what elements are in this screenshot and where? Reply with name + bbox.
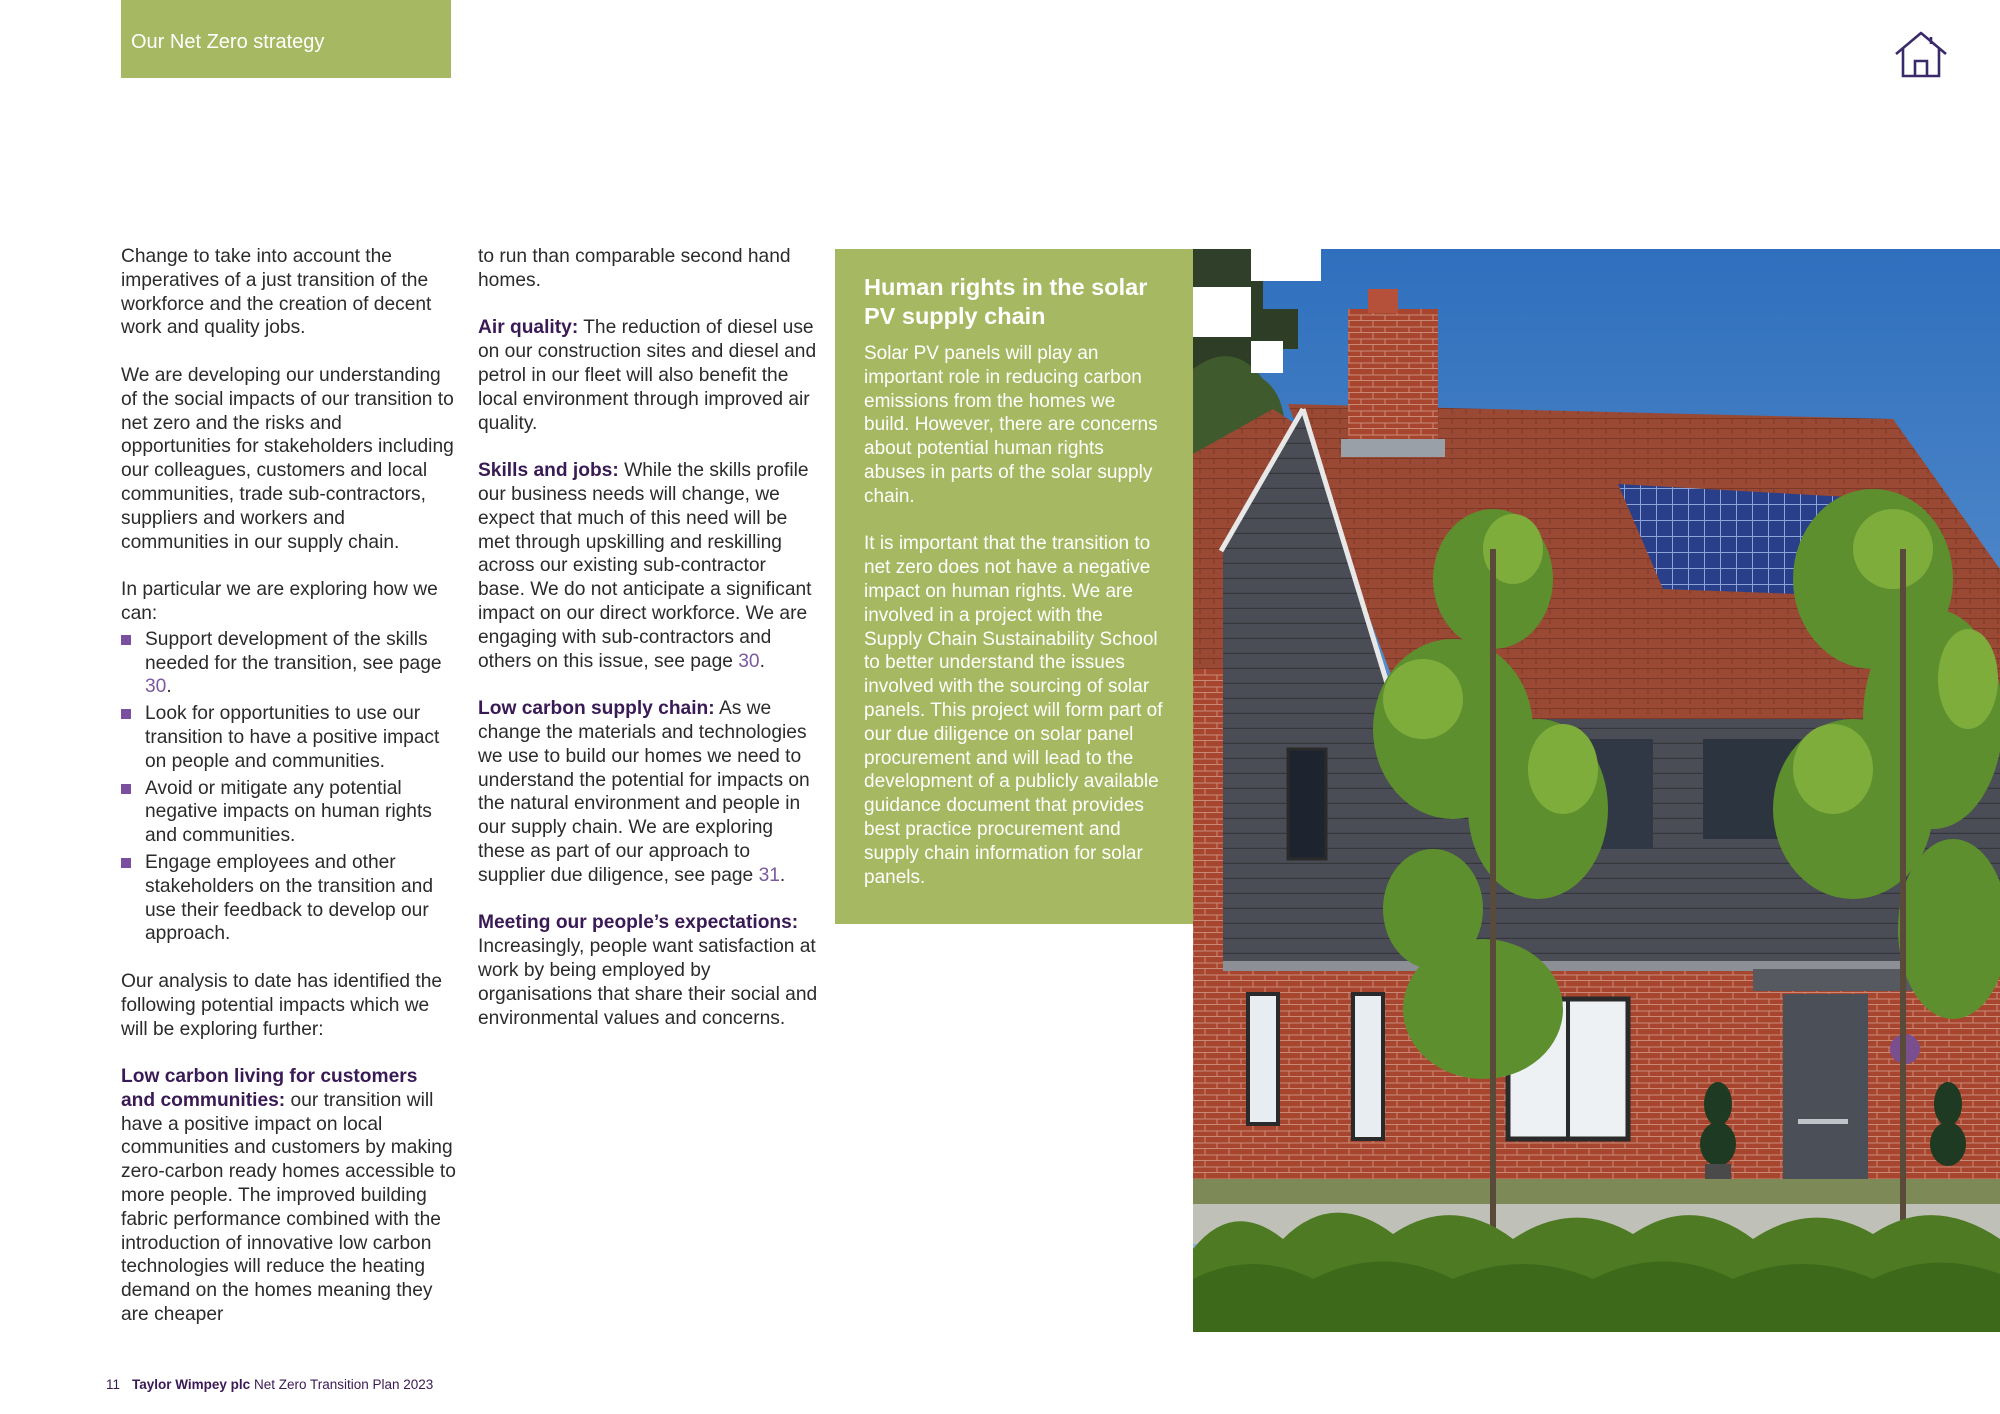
home-icon[interactable] <box>1893 30 1949 80</box>
list-item: Look for opportunities to use our transition to have a positive impact on people and communities. <box>121 702 456 773</box>
page-footer <box>106 1377 433 1392</box>
paragraph: Skills and jobs: While the skills profile our business needs will change, we expect that much of this need will be met through upskilling and reskilling across our existing sub-contractor base. We do not anticipate a significant impact on our direct workforce. We are engaging with sub-contractors and others on this issue, see page 30. <box>478 460 812 672</box>
page-link[interactable]: 30 <box>145 676 167 698</box>
list-item: Avoid or mitigate any potential negative impacts on human rights and communities. <box>121 777 456 848</box>
paragraph: In particular we are exploring how we can: <box>121 579 438 624</box>
subheading: Low carbon supply chain: <box>478 698 715 720</box>
paragraph: to run than comparable second hand homes. <box>478 246 791 291</box>
paragraph: Low carbon living for customers and communities: our transition will have a positive impact on local communities and customers by making zero-carbon ready homes accessible to more people. The improved building fabric performance combined with the introduction of innovative low carbon technologies will reduce the heating demand on the homes meaning they are cheaper <box>121 1066 456 1326</box>
paragraph: Change to take into account the imperatives of a just transition of the workforce and the creation of decent work and quality jobs. <box>121 246 432 339</box>
paragraph: Low carbon supply chain: As we change the materials and technologies we use to build our homes we need to understand the potential for impacts on the natural environment and people in our supply chain. We are exploring these as part of our approach to supplier due diligence, see page 31. <box>478 698 810 886</box>
text-column-1 <box>121 245 456 1351</box>
section-tab-label: Our Net Zero strategy <box>131 31 325 53</box>
page-link[interactable]: 31 <box>758 864 780 886</box>
paragraph: Our analysis to date has identified the following potential impacts which we will be exploring further: <box>121 970 443 1040</box>
footer-doc-title: Net Zero Transition Plan 2023 <box>250 1377 434 1392</box>
subheading: Low carbon living for customers and communities: <box>121 1066 418 1111</box>
page-number: 11 <box>106 1377 121 1392</box>
paragraph: Meeting our people’s expectations: Increasingly, people want satisfaction at work by being employed by organisations that share their social and environmental values and concerns. <box>478 912 818 1029</box>
paragraph: We are developing our understanding of the social impacts of our transition to net zero and the risks and opportunities for stakeholders including our colleagues, customers and local communities, trade sub-contractors, suppliers and workers and communities in our supply chain. <box>121 364 454 553</box>
section-tab <box>121 0 451 78</box>
subheading: Air quality: <box>478 317 579 339</box>
callout-title: Human rights in the solar PV supply chain <box>864 274 1148 329</box>
bullet-square-icon <box>121 709 131 719</box>
subheading: Skills and jobs: <box>478 460 619 482</box>
list-item: Support development of the skills needed for the transition, see page 30. <box>121 628 456 699</box>
bullet-square-icon <box>121 858 131 868</box>
bullet-square-icon <box>121 635 131 645</box>
list-item: Engage employees and other stakeholders on the transition and use their feedback to develop our approach. <box>121 851 456 946</box>
callout-box <box>835 249 1193 924</box>
subheading: Meeting our people’s expectations: <box>478 912 799 934</box>
footer-company: Taylor Wimpey plc <box>132 1377 251 1392</box>
callout-paragraph: It is important that the transition to net zero does not have a negative impact on human rights. We are involved in a project with the Supply Chain Sustainability School to better understand the issues involved with the sourcing of solar panels. This project will form part of our due diligence on solar panel procurement and will lead to the development of a publicly available guidance document that provides best practice procurement and supply chain information for solar panels. <box>864 533 1163 888</box>
house-photo <box>1193 249 2000 1332</box>
bullet-square-icon <box>121 784 131 794</box>
text-column-2 <box>478 245 818 1054</box>
callout-paragraph: Solar PV panels will play an important role in reducing carbon emissions from the homes we build. However, there are concerns about potential human rights abuses in parts of the solar supply chain. <box>864 343 1158 507</box>
page-link[interactable]: 30 <box>738 650 760 672</box>
bullet-list <box>121 628 456 946</box>
paragraph: Air quality: The reduction of diesel use on our construction sites and diesel and petrol in our fleet will also benefit the local environment through improved air quality. <box>478 317 817 434</box>
